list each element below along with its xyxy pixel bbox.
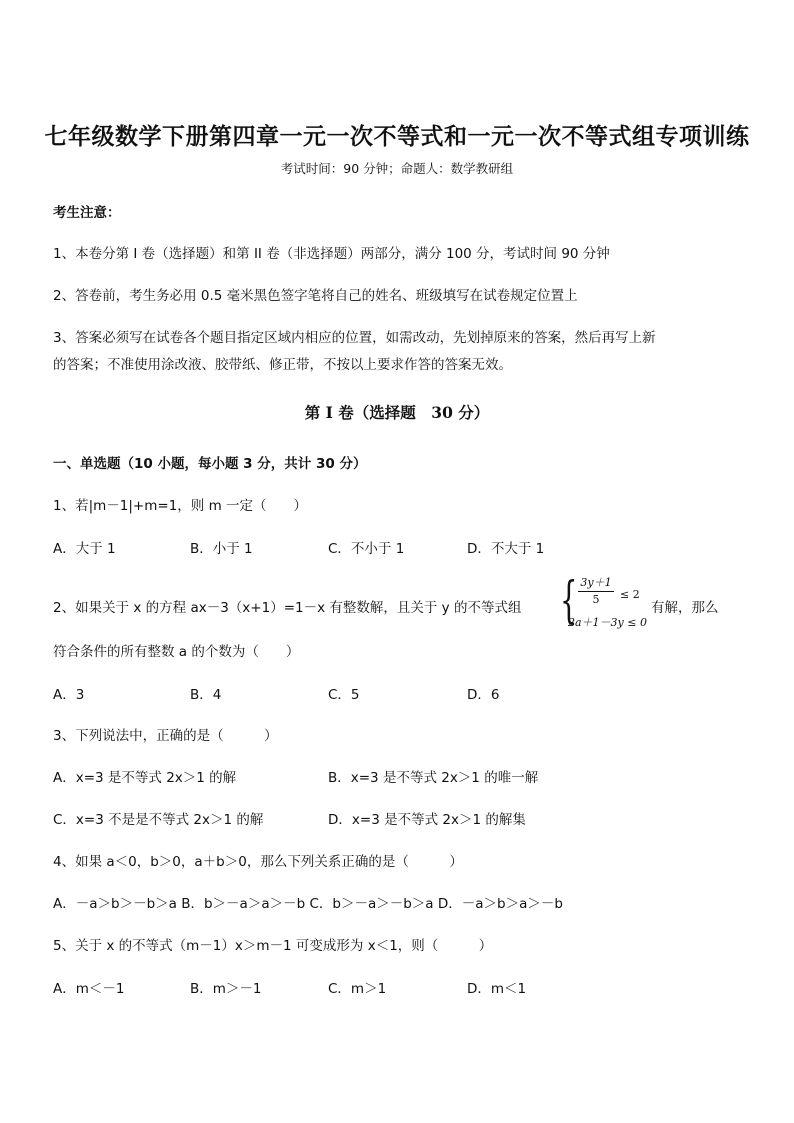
page-title: 七年级数学下册第四章一元一次不等式和一元一次不等式组专项训练	[44, 123, 750, 150]
question-2-stem-line-2: 符合条件的所有整数 a 的个数为（ ）	[53, 644, 300, 660]
question-5-option-c[interactable]: C．m＞1	[328, 981, 387, 997]
question-3-option-b[interactable]: B．x=3 是不等式 2x＞1 的唯一解	[328, 770, 539, 786]
question-5-option-d[interactable]: D．m＜1	[467, 981, 527, 997]
question-2-option-d[interactable]: D．6	[467, 687, 500, 703]
question-4-stem: 4、如果 a＜0，b＞0，a＋b＞0，那么下列关系正确的是（ ）	[53, 854, 463, 870]
fraction	[578, 574, 614, 606]
question-1-option-d[interactable]: D．不大于 1	[467, 541, 545, 557]
question-2-option-a[interactable]: A．3	[53, 687, 85, 703]
question-1-option-c[interactable]: C．不小于 1	[328, 541, 405, 557]
fraction-numerator: 3y＋1	[580, 576, 612, 589]
question-1-stem: 1、若|m－1|+m=1，则 m 一定（ ）	[53, 498, 308, 514]
question-3-option-a[interactable]: A．x=3 是不等式 2x＞1 的解	[53, 770, 237, 786]
question-5-option-b[interactable]: B．m＞－1	[190, 981, 262, 997]
question-2-stem-line-1: 2、如果关于 x 的方程 ax－3（x+1）=1－x 有整数解，且关于 y 的不等式组	[53, 600, 522, 616]
inequality-system	[560, 571, 650, 634]
notice-item-2: 2、答卷前，考生务必用 0.5 毫米黑色签字笔将自己的姓名、班级填写在试卷规定位置上	[53, 288, 578, 304]
question-2-option-c[interactable]: C．5	[328, 687, 360, 703]
brace-icon: {	[560, 571, 578, 629]
question-3-option-c[interactable]: C．x=3 不是是不等式 2x＞1 的解	[53, 812, 264, 828]
question-1-option-b[interactable]: B．小于 1	[190, 541, 253, 557]
notice-heading: 考生注意：	[53, 205, 121, 221]
question-5-option-a[interactable]: A．m＜－1	[53, 981, 125, 997]
fraction-bar	[578, 591, 614, 592]
notice-item-1: 1、本卷分第 I 卷（选择题）和第 II 卷（非选择题）两部分，满分 100 分，考试时间 90 分钟	[53, 246, 610, 262]
question-2-stem-line-1-end: 有解，那么	[651, 600, 719, 616]
system-relation-1: ≤ 2	[620, 588, 640, 601]
question-4-options[interactable]: A．－a＞b＞－b＞a B．b＞－a＞a＞－b C．b＞－a＞－b＞a D．－a＞b＞a＞－b	[53, 896, 563, 912]
notice-item-3-line-1: 3、答案必须写在试卷各个题目指定区域内相应的位置，如需改动，先划掉原来的答案，然后再写上新	[53, 330, 656, 346]
exam-info: 考试时间：90 分钟；命题人：数学教研组	[280, 161, 514, 176]
fraction-denominator: 5	[592, 593, 600, 606]
section-heading: 第 I 卷（选择题 30 分）	[304, 403, 490, 422]
notice-item-3-line-2: 的答案；不准使用涂改液、胶带纸、修正带，不按以上要求作答的答案无效。	[53, 357, 512, 373]
question-2-option-b[interactable]: B．4	[190, 687, 222, 703]
question-1-option-a[interactable]: A．大于 1	[53, 541, 116, 557]
question-3-stem: 3、下列说法中，正确的是（ ）	[53, 728, 278, 744]
question-5-stem: 5、关于 x 的不等式（m－1）x＞m－1 可变成形为 x＜1，则（ ）	[53, 938, 493, 954]
part-heading: 一、单选题（10 小题，每小题 3 分，共计 30 分）	[53, 456, 367, 472]
system-inequality-2: 2a＋1－3y ≤ 0	[568, 616, 647, 629]
question-3-option-d[interactable]: D．x=3 是不等式 2x＞1 的解集	[328, 812, 526, 828]
